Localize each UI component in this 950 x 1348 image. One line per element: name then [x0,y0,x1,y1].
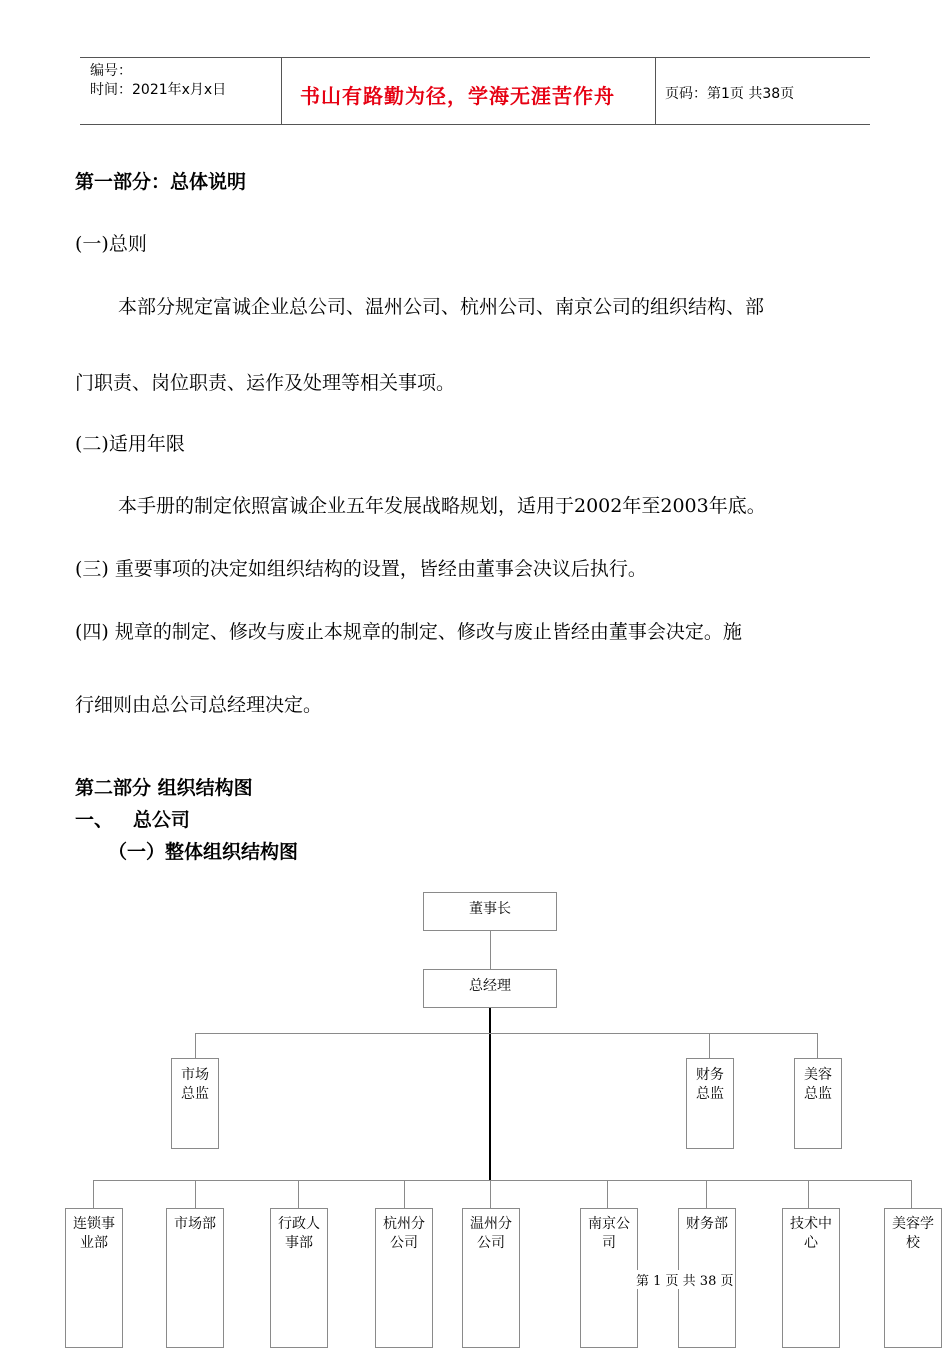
org-node-label: 美容学 [892,1216,934,1232]
org-node-label: 市场 [181,1067,209,1083]
connector-line [808,1180,809,1208]
department-bus-line [93,1180,911,1181]
paragraph-line: (四) 规章的制定、修改与废止本规章的制定、修改与废止皆经由董事会决定。施 [75,621,742,643]
org-node-label: 技术中 [790,1216,832,1232]
org-node-department [580,1208,638,1348]
org-node-label: 校 [906,1235,920,1251]
org-node-label: 市场部 [174,1216,216,1232]
paragraph-line: 本手册的制定依照富诚企业五年发展战略规划，适用于2002年至2003年底。 [118,495,766,517]
org-node-label: 总监 [181,1086,209,1102]
connector-line [298,1180,299,1208]
org-node-label: 司 [602,1235,616,1251]
org-node-department [270,1208,328,1348]
org-node-department [166,1208,224,1348]
header-divider [281,57,282,125]
connector-line [490,1180,491,1208]
org-node-department [782,1208,840,1348]
director-bus-line [195,1033,818,1034]
paragraph-line: 行细则由总公司总经理决定。 [75,694,323,716]
connector-line [93,1180,94,1208]
org-node-label: 行政人 [278,1216,320,1232]
org-node-label: 美容 [804,1067,832,1083]
paragraph-line: (三) 重要事项的决定如组织结构的设置，皆经由董事会决议后执行。 [75,558,647,580]
connector-line [706,1180,707,1208]
connector-line [195,1180,196,1208]
org-node-label: 财务 [696,1067,724,1083]
section-heading: (二)适用年限 [75,433,185,455]
part1-title: 第一部分：总体说明 [75,171,247,193]
org-node-label: 事部 [285,1235,313,1251]
header-top-rule [80,57,870,58]
section-heading: (一)总则 [75,233,147,255]
motto: 书山有路勤为径，学海无涯苦作舟 [300,84,615,108]
header-bottom-rule [80,124,870,125]
doc-time-label: 时间：2021年x月x日 [90,82,227,98]
org-node-label: 公司 [390,1235,418,1251]
connector-line [490,931,491,969]
connector-line [709,1033,710,1058]
org-node-label: 杭州分 [383,1216,425,1232]
org-node-label: 公司 [477,1235,505,1251]
org-node-department [65,1208,123,1348]
connector-line [195,1033,196,1058]
org-node-label: 连锁事 [73,1216,115,1232]
connector-line [911,1180,912,1208]
org-node-label: 心 [804,1235,818,1251]
connector-line [607,1180,608,1208]
page-info: 页码：第1页 共38页 [665,86,795,102]
org-node-department [884,1208,942,1348]
org-node-label: 温州分 [470,1216,512,1232]
org-node-director [794,1058,842,1149]
org-node-label: 总经理 [469,978,511,994]
org-node-department [375,1208,433,1348]
subsection-heading: 一、 总公司 [75,809,190,831]
page-footer: 第 1 页 共 38 页 [634,1270,735,1289]
org-node-label: 总监 [696,1086,724,1102]
part2-title: 第二部分 组织结构图 [75,777,253,799]
org-node-label: 董事长 [469,901,511,917]
org-node-label: 南京公 [588,1216,630,1232]
org-node-department [462,1208,520,1348]
org-node-label: 财务部 [686,1216,728,1232]
connector-line [404,1180,405,1208]
subsection-heading: （一）整体组织结构图 [108,841,299,863]
org-node-label: 总监 [804,1086,832,1102]
paragraph-line: 本部分规定富诚企业总公司、温州公司、杭州公司、南京公司的组织结构、部 [118,296,765,318]
org-node-director [686,1058,734,1149]
doc-number-label: 编号： [90,63,132,79]
org-node-chairman [423,892,557,931]
connector-line [817,1033,818,1058]
paragraph-line: 门职责、岗位职责、运作及处理等相关事项。 [75,372,456,394]
org-node-gm [423,969,557,1008]
org-node-label: 业部 [80,1235,108,1251]
org-node-director [171,1058,219,1149]
header-divider [655,57,656,125]
